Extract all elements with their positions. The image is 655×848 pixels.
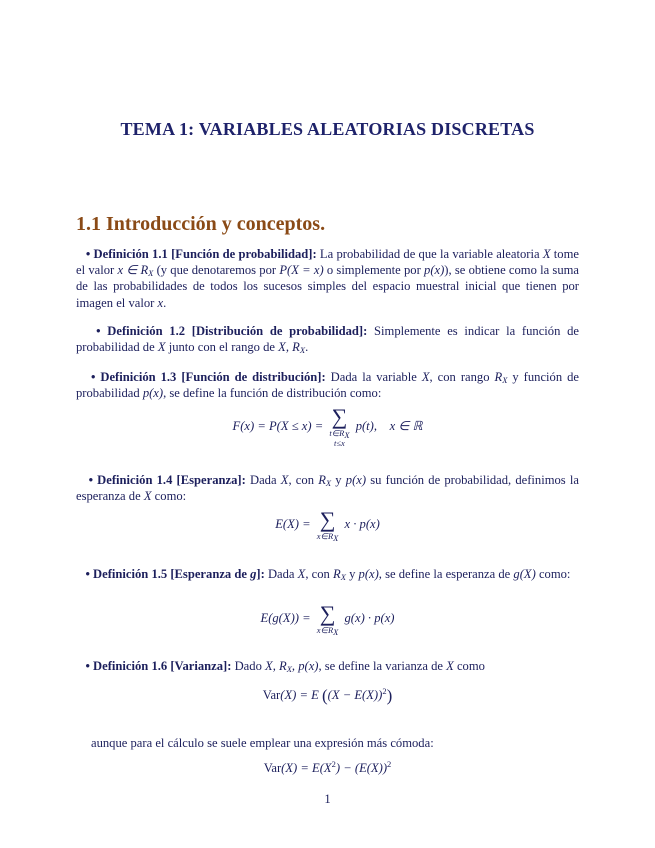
summation-limit (317, 532, 339, 541)
definition-1-6 (76, 658, 579, 674)
math: X (143, 489, 152, 504)
math: X, R (278, 340, 300, 355)
math: , p(x) (291, 659, 319, 673)
definition-label: Definición 1.6 [Varianza]: (93, 659, 232, 673)
math: X (280, 473, 289, 487)
exponent: 2 (331, 759, 336, 769)
text: como: (151, 489, 187, 504)
math: p(x) (358, 567, 379, 581)
math: X (446, 659, 454, 673)
paren-open: ( (321, 686, 328, 705)
sigma-symbol: ∑ (319, 601, 336, 626)
definition-label: Definición 1.4 [Esperanza]: (97, 473, 246, 487)
page-number: 1 (324, 792, 331, 806)
variance-formula (0, 686, 655, 706)
text: tome el valor (76, 247, 579, 278)
expectation-formula (0, 509, 655, 541)
math: X, R (265, 659, 287, 673)
math-sub: X (340, 572, 346, 582)
summation (317, 603, 339, 635)
variance-followup-text: aunque para el cálculo se suele emplear una expresión más cómoda: (91, 736, 434, 750)
chapter-title: TEMA 1: VARIABLES ALEATORIAS DISCRETAS (120, 119, 535, 139)
math: R (318, 473, 326, 487)
formula-lhs: F(x) = P(X ≤ x) = (232, 418, 324, 433)
math: g(X) (513, 567, 536, 581)
var-operator: Var (263, 761, 282, 775)
math: R (333, 567, 341, 581)
distribution-function-formula (0, 406, 655, 448)
expectation-of-g-formula (0, 603, 655, 635)
bullet: • (85, 247, 91, 261)
math: p(x) (424, 263, 445, 278)
text: junto con el rango de (165, 340, 279, 355)
variance-alt-formula (0, 761, 655, 776)
math: X (297, 567, 306, 581)
limit-sub: X (344, 430, 350, 440)
summation-limit (329, 429, 349, 438)
text: . (163, 295, 167, 310)
text: , con (305, 567, 334, 581)
limit-text: x∈R (316, 625, 334, 635)
text: , con (288, 473, 319, 487)
text: y (331, 473, 346, 487)
math: x (157, 295, 164, 310)
math: P(X = x) (279, 263, 324, 278)
text: Simplemente es indicar la función de probabilidad de (76, 324, 579, 355)
formula-lhs: E(X) = (275, 516, 311, 531)
math: p(x) (142, 386, 164, 401)
definition-label: Definición 1.2 [Distribución de probabilidad]: (107, 324, 368, 338)
text: La probabilidad de que la variable aleatoria (316, 247, 543, 261)
math: p(x) (345, 473, 367, 487)
exponent: 2 (387, 759, 392, 769)
paren-close: ) (386, 686, 393, 705)
summation (317, 509, 339, 541)
text: , se define la esperanza de (378, 567, 514, 581)
text: y función de probabilidad (76, 370, 579, 401)
text: su función de probabilidad, definimos la esperanza de (76, 473, 579, 504)
math: x ∈ R (117, 263, 149, 278)
text: , con rango (429, 370, 495, 384)
text: Dada la variable (325, 370, 422, 384)
definition-1-3 (76, 369, 579, 401)
definition-1-2 (76, 323, 579, 355)
formula-lhs: E(g(X)) = (260, 610, 311, 625)
label-text: Definición 1.5 [Esperanza de (93, 567, 251, 581)
bullet: • (85, 567, 90, 581)
text: o simplemente por (323, 263, 425, 278)
bullet: • (96, 324, 101, 338)
text: Dado (231, 659, 266, 673)
formula-rhs: g(x) · p(x) (344, 610, 395, 625)
formula-part: (X − E(X)) (327, 688, 383, 702)
text: . (305, 340, 309, 355)
text: Dada (264, 567, 298, 581)
math-sub: X (299, 345, 306, 356)
math: X (157, 340, 166, 355)
text: y (345, 567, 359, 581)
text: como: (535, 567, 571, 581)
sigma-symbol: ∑ (319, 507, 336, 532)
formula-rhs: p(t), (355, 418, 378, 433)
math: R (494, 370, 503, 384)
exponent: 2 (382, 686, 387, 696)
formula-part: (X) = E(X (281, 761, 332, 775)
definition-1-5 (76, 566, 579, 582)
formula-rhs: x · p(x) (344, 516, 380, 531)
definition-label: Definición 1.1 [Función de probabilidad]: (93, 247, 317, 261)
limit-sub: X (333, 533, 339, 543)
text: como (453, 659, 485, 673)
summation-limit (317, 626, 339, 635)
section-heading: 1.1 Introducción y conceptos. (76, 213, 326, 235)
math: X (421, 370, 430, 384)
limit-sub: X (333, 627, 339, 637)
math-sub: X (325, 478, 332, 488)
math-sub: X (286, 664, 292, 674)
formula-part: (X) = E (280, 688, 319, 702)
text: ), se obtiene como la suma de las probabilidades de todos los sucesos simples del espacio muestral inicial que tienen por imagen el valor (76, 263, 579, 310)
text: , se define la varianza de (318, 659, 447, 673)
formula-part: ) − (E(X)) (335, 761, 388, 775)
label-math: g (250, 567, 257, 581)
bullet: • (90, 370, 96, 384)
label-end: ]: (256, 567, 265, 581)
limit-text: x∈R (316, 531, 334, 541)
summation (329, 406, 349, 448)
text: Dada (245, 473, 281, 487)
definition-label (93, 567, 265, 581)
text: (y que denotaremos por (153, 263, 280, 278)
math: X (542, 247, 551, 261)
limit-text: t∈R (329, 428, 345, 438)
formula-domain: x ∈ ℝ (389, 418, 423, 433)
text: , se define la función de distribución como: (163, 386, 382, 401)
bullet: • (88, 473, 93, 487)
math-sub: X (502, 375, 508, 385)
var-operator: Var (262, 688, 281, 702)
definition-label: Definición 1.3 [Función de distribución]: (100, 370, 326, 384)
sigma-symbol: ∑ (331, 404, 348, 429)
bullet: • (85, 659, 90, 673)
definition-1-4 (76, 472, 579, 504)
definition-1-1 (76, 246, 579, 311)
math-sub: X (148, 268, 154, 279)
summation-limit-2: t≤x (334, 438, 345, 448)
